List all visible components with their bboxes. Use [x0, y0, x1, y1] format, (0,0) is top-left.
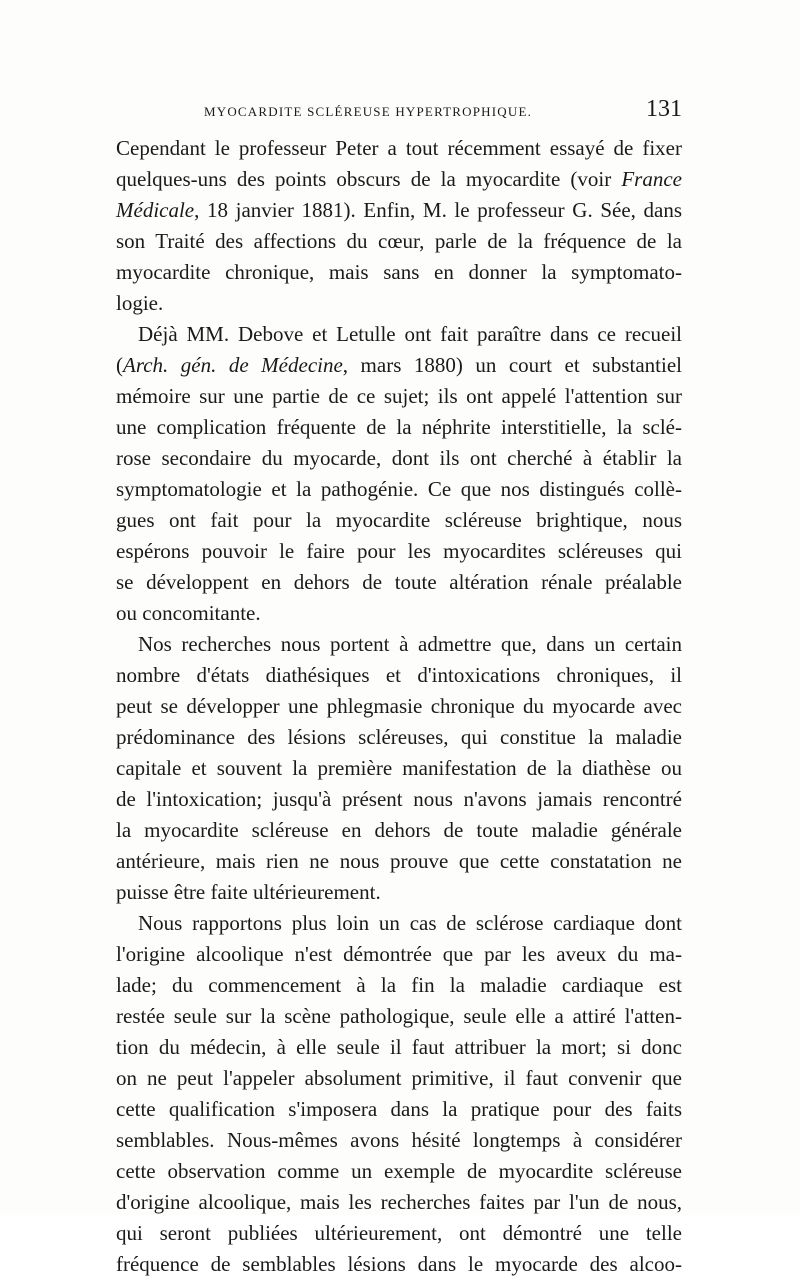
text-segment: prédominance des lésions scléreuses, qui constitue la maladie — [116, 725, 682, 749]
text-segment: Déjà MM. Debove et Letulle ont fait paraître dans ce recueil — [138, 322, 682, 346]
text-line — [116, 1032, 682, 1063]
text-segment: gues ont fait pour la myocardite scléreuse brightique, nous — [116, 508, 682, 532]
text-line — [116, 536, 682, 567]
text-line — [116, 474, 682, 505]
text-line — [116, 443, 682, 474]
text-segment: d'origine alcoolique, mais les recherches faites par l'un de nous, — [116, 1190, 682, 1214]
text-segment: tion du médecin, à elle seule il faut attribuer la mort; si donc — [116, 1035, 682, 1059]
text-line — [116, 1187, 682, 1218]
text-segment: peut se développer une phlegmasie chronique du myocarde avec — [116, 694, 682, 718]
text-segment: de l'intoxication; jusqu'à présent nous n'avons jamais rencontré — [116, 787, 682, 811]
text-segment: Nos recherches nous portent à admettre que, dans un certain — [138, 632, 682, 656]
text-line — [116, 195, 682, 226]
text-segment: nombre d'états diathésiques et d'intoxications chroniques, il — [116, 663, 682, 687]
text-line — [116, 257, 682, 288]
text-line — [116, 350, 682, 381]
text-segment: myocardite chronique, mais sans en donner la symptomato- — [116, 260, 682, 284]
text-segment: puisse être faite ultérieurement. — [116, 880, 381, 904]
text-segment: Nous rapportons plus loin un cas de sclérose cardiaque dont — [138, 911, 682, 935]
text-line — [116, 1156, 682, 1187]
text-segment: qui seront publiées ultérieurement, ont démontré une telle — [116, 1221, 682, 1245]
text-segment: , 18 janvier 1881). Enfin, M. le professeur G. Sée, dans — [194, 198, 682, 222]
text-line — [116, 939, 682, 970]
text-segment: cette qualification s'imposera dans la pratique pour des faits — [116, 1097, 682, 1121]
running-head — [120, 96, 682, 126]
running-title: MYOCARDITE SCLÉREUSE HYPERTROPHIQUE. — [204, 104, 533, 119]
text-line — [116, 598, 682, 629]
text-line — [116, 567, 682, 598]
text-line — [116, 908, 682, 939]
text-line — [116, 691, 682, 722]
text-line — [116, 660, 682, 691]
italic-text-segment: Arch. gén. de Médecine — [123, 353, 343, 377]
text-line — [116, 381, 682, 412]
text-line — [116, 1094, 682, 1125]
text-segment: rose secondaire du myocarde, dont ils ont cherché à établir la — [116, 446, 682, 470]
text-segment: quelques-uns des points obscurs de la myocardite (voir — [116, 167, 622, 191]
text-segment: ou concomitante. — [116, 601, 261, 625]
text-segment: lade; du commencement à la fin la maladie cardiaque est — [116, 973, 682, 997]
text-line — [116, 722, 682, 753]
page-number: 131 — [646, 96, 682, 122]
text-segment: symptomatologie et la pathogénie. Ce que nos distingués collè- — [116, 477, 682, 501]
text-segment: on ne peut l'appeler absolument primitive, il faut convenir que — [116, 1066, 682, 1090]
text-segment: mémoire sur une partie de ce sujet; ils ont appelé l'attention sur — [116, 384, 682, 408]
text-segment: se développent en dehors de toute altération rénale préalable — [116, 570, 682, 594]
text-line — [116, 629, 682, 660]
text-line — [116, 1063, 682, 1094]
text-segment: cette observation comme un exemple de myocardite scléreuse — [116, 1159, 682, 1183]
text-line — [116, 164, 682, 195]
text-line — [116, 1218, 682, 1249]
text-line — [116, 319, 682, 350]
text-segment: antérieure, mais rien ne nous prouve que cette constatation ne — [116, 849, 682, 873]
text-segment: fréquence de semblables lésions dans le myocarde des alcoo- — [116, 1252, 682, 1276]
text-segment: restée seule sur la scène pathologique, seule elle a attiré l'atten- — [116, 1004, 682, 1028]
text-line — [116, 1001, 682, 1032]
text-segment: Cependant le professeur Peter a tout récemment essayé de fixer — [116, 136, 682, 160]
text-line — [116, 1249, 682, 1280]
text-line — [116, 753, 682, 784]
text-line — [116, 784, 682, 815]
italic-text-segment: France — [621, 167, 682, 191]
text-segment: l'origine alcoolique n'est démontrée que par les aveux du ma- — [116, 942, 682, 966]
text-line — [116, 505, 682, 536]
text-line — [116, 846, 682, 877]
text-segment: ( — [116, 353, 123, 377]
text-line — [116, 877, 682, 908]
text-line — [116, 288, 682, 319]
italic-text-segment: Médicale — [116, 198, 195, 222]
text-segment: capitale et souvent la première manifestation de la diathèse ou — [116, 756, 682, 780]
text-segment: la myocardite scléreuse en dehors de toute maladie générale — [116, 818, 682, 842]
text-segment: , mars 1880) un court et substantiel — [342, 353, 682, 377]
text-segment: une complication fréquente de la néphrite interstitielle, la sclé- — [116, 415, 682, 439]
text-line — [116, 412, 682, 443]
text-segment: son Traité des affections du cœur, parle de la fréquence de la — [116, 229, 682, 253]
text-segment: espérons pouvoir le faire pour les myocardites scléreuses qui — [116, 539, 682, 563]
body-text — [116, 133, 682, 1280]
text-line — [116, 1125, 682, 1156]
text-segment: logie. — [116, 291, 164, 315]
text-line — [116, 133, 682, 164]
text-segment: semblables. Nous-mêmes avons hésité longtemps à considérer — [116, 1128, 682, 1152]
text-line — [116, 226, 682, 257]
text-line — [116, 815, 682, 846]
text-line — [116, 970, 682, 1001]
